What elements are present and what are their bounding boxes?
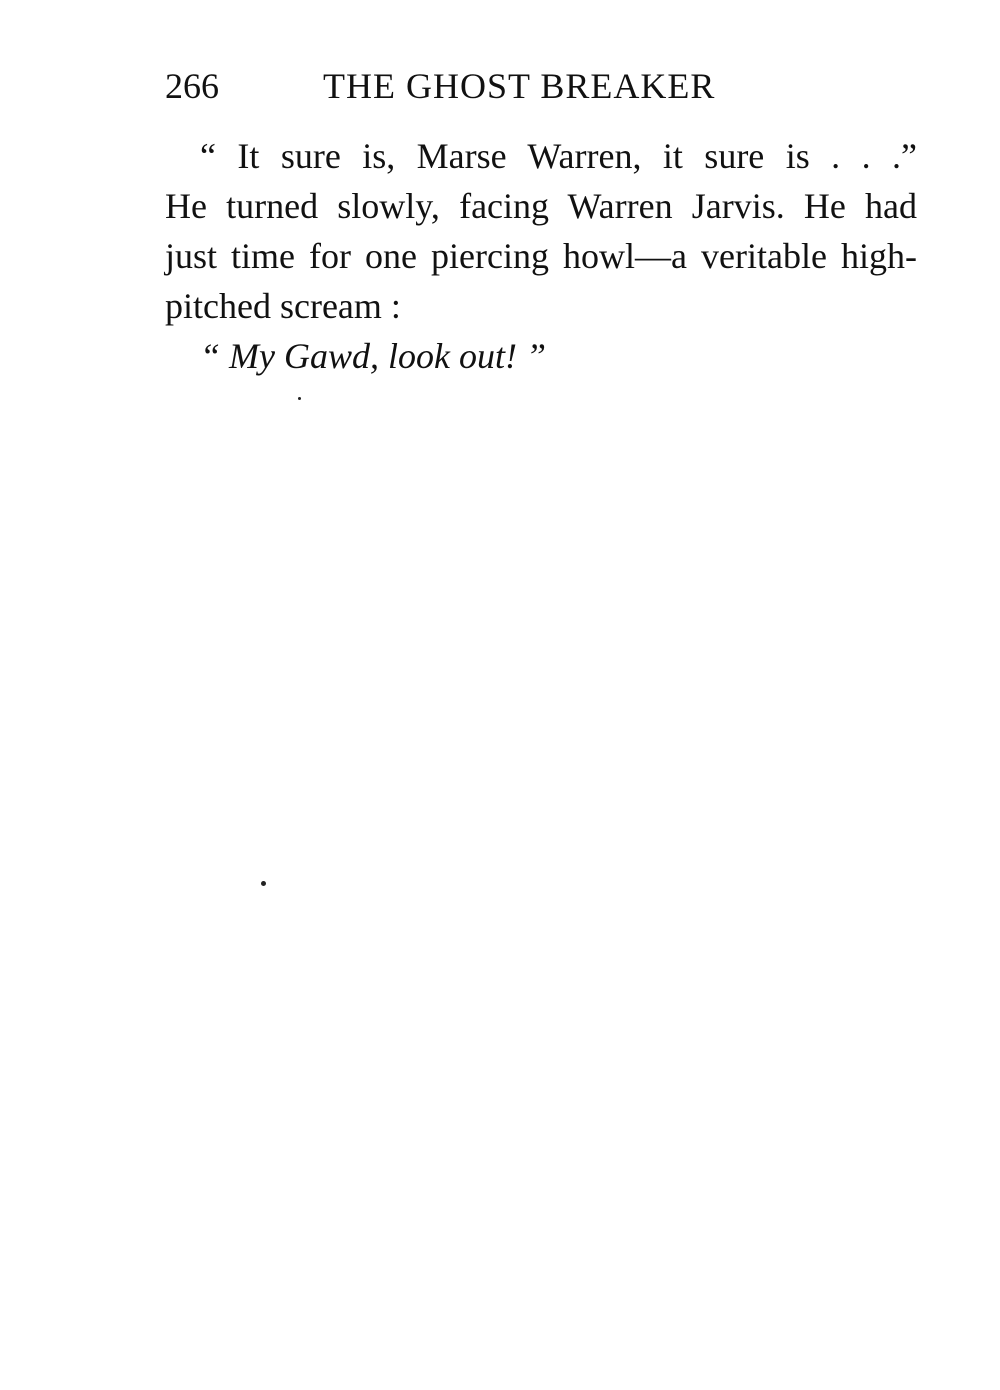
running-head: THE GHOST BREAKER: [323, 66, 716, 106]
text-line-italic: “ My Gawd, look out! ”: [200, 336, 546, 376]
page-number: 266: [165, 66, 219, 106]
text-line: “ It sure is, Marse Warren, it sure is . . .”: [200, 136, 917, 176]
text-line: pitched scream :: [165, 286, 401, 326]
ink-speck: [298, 397, 301, 400]
text-line: He turned slowly, facing Warren Jarvis. He had: [165, 186, 917, 226]
ink-speck: [261, 881, 266, 886]
text-line: just time for one piercing howl—a veritable high-: [165, 236, 917, 276]
